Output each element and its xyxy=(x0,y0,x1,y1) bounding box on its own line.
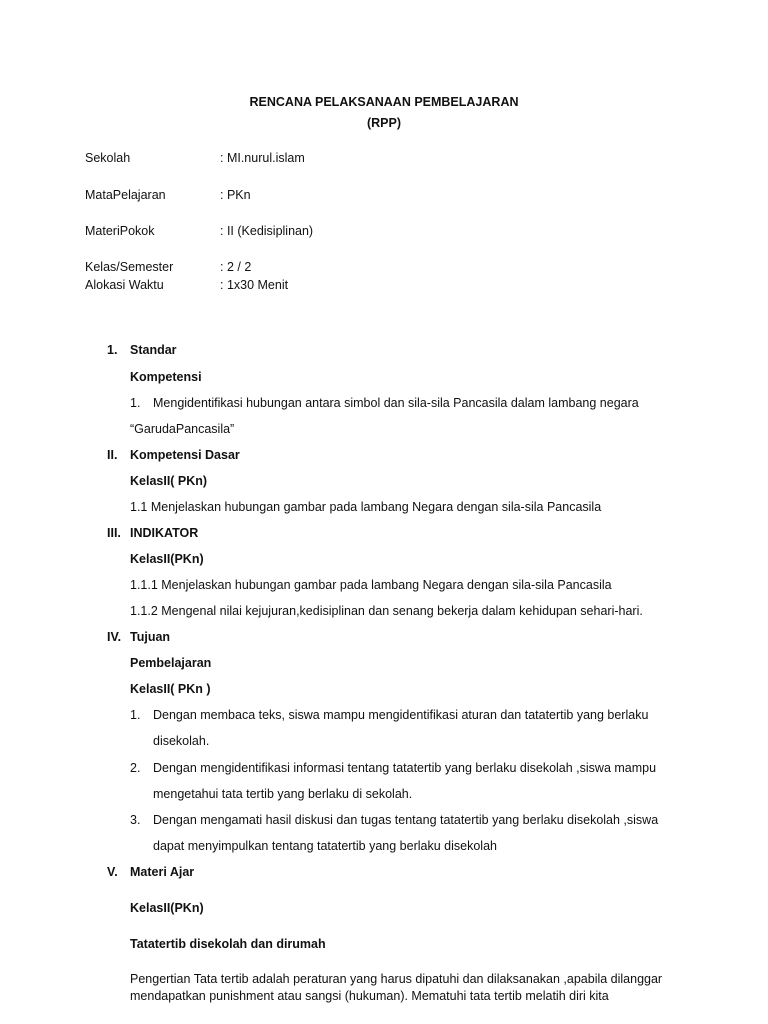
info-label-kelas-semester: Kelas/Semester xyxy=(85,260,174,274)
section-number: V. xyxy=(107,865,118,879)
list-item-text-continued: “GarudaPancasila” xyxy=(130,422,235,436)
info-label-alokasi-waktu: Alokasi Waktu xyxy=(85,278,164,292)
info-value-kelas-semester: : 2 / 2 xyxy=(220,260,252,274)
section-heading: Materi Ajar xyxy=(130,865,195,879)
list-item-number: 2. xyxy=(130,761,141,775)
document-title: RENCANA PELAKSANAAN PEMBELAJARAN xyxy=(249,95,519,109)
paragraph-line: Pengertian Tata tertib adalah peraturan yang harus dipatuhi dan dilaksanakan ,apabila dilanggar xyxy=(130,972,663,986)
info-value-sekolah: : MI.nurul.islam xyxy=(220,151,305,165)
list-item-text: Dengan mengidentifikasi informasi tentang tatatertib yang berlaku disekolah ,siswa mampu xyxy=(153,761,657,775)
list-item-text: Mengidentifikasi hubungan antara simbol dan sila-sila Pancasila dalam lambang negara xyxy=(153,396,639,410)
info-value-mata-pelajaran: : PKn xyxy=(220,188,251,202)
section-number: 1. xyxy=(107,343,118,357)
section-heading: Standar xyxy=(130,343,177,357)
section-number: II. xyxy=(107,448,118,462)
info-label-materi-pokok: MateriPokok xyxy=(85,224,155,238)
section-subheading: KelasII(PKn) xyxy=(130,901,204,915)
list-item-number: 3. xyxy=(130,813,141,827)
section-subheading: KelasII( PKn ) xyxy=(130,682,211,696)
list-item-number: 1. xyxy=(130,396,141,410)
section-heading: Tujuan xyxy=(130,630,171,644)
paragraph-line: mendapatkan punishment atau sangsi (hukuman). Mematuhi tata tertib melatih diri kita xyxy=(130,989,609,1003)
section-heading: Kompetensi Dasar xyxy=(130,448,240,462)
section-number: IV. xyxy=(107,630,122,644)
section-heading-continued: Pembelajaran xyxy=(130,656,212,670)
info-label-sekolah: Sekolah xyxy=(85,151,131,165)
list-item-text: 1.1.2 Mengenal nilai kejujuran,kedisiplinan dan senang bekerja dalam kehidupan sehari-hari. xyxy=(130,604,643,618)
section-subheading: KelasII( PKn) xyxy=(130,474,208,488)
list-item-text: 1.1.1 Menjelaskan hubungan gambar pada lambang Negara dengan sila-sila Pancasila xyxy=(130,578,612,592)
document-subtitle: (RPP) xyxy=(366,116,402,130)
info-value-alokasi-waktu: : 1x30 Menit xyxy=(220,278,289,292)
list-item-text-continued: dapat menyimpulkan tentang tatatertib yang berlaku disekolah xyxy=(153,839,497,853)
list-item-text: 1.1 Menjelaskan hubungan gambar pada lambang Negara dengan sila-sila Pancasila xyxy=(130,500,602,514)
info-value-materi-pokok: : II (Kedisiplinan) xyxy=(220,224,314,238)
section-number: III. xyxy=(107,526,121,540)
list-item-text-continued: mengetahui tata tertib yang berlaku di sekolah. xyxy=(153,787,413,801)
list-item-text-continued: disekolah. xyxy=(153,734,210,748)
list-item-text: Dengan membaca teks, siswa mampu mengidentifikasi aturan dan tatatertib yang berlaku xyxy=(153,708,649,722)
info-label-mata-pelajaran: MataPelajaran xyxy=(85,188,166,202)
list-item-number: 1. xyxy=(130,708,141,722)
list-item-text: Dengan mengamati hasil diskusi dan tugas tentang tatatertib yang berlaku disekolah ,siswa xyxy=(153,813,659,827)
section-heading-continued: Kompetensi xyxy=(130,370,202,384)
topic-heading: Tatatertib disekolah dan dirumah xyxy=(130,937,326,951)
section-heading: INDIKATOR xyxy=(130,526,199,540)
section-subheading: KelasII(PKn) xyxy=(130,552,204,566)
